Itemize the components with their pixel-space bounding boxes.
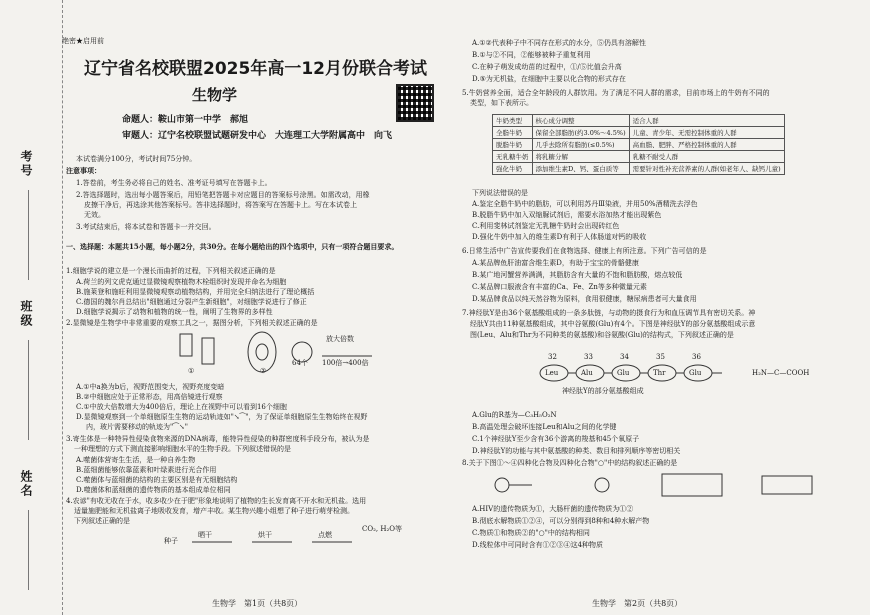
- table-cell: 几乎去除所有脂肪(≤0.5%): [532, 139, 629, 151]
- note-item: 皮擦干净后，再选涂其他答案标号。答非选择题时，将答案写在答题卡上。写在本试卷上: [84, 201, 357, 209]
- position-number: 36: [692, 353, 701, 361]
- option-line: B.彻底水解物质①②④，可以分别得到8种和4种水解产物: [472, 517, 650, 525]
- amino-acid-label: Leu: [545, 369, 559, 377]
- option-line: D.显微镜观察到一个单细胞原生生物的运动轨迹如"↘⁀"，为了保证单细胞原生生物始终在视野: [76, 413, 368, 421]
- option-line: A.噬菌体营寄生生活，是一种自养生物: [76, 456, 196, 464]
- option-line: D.强化牛奶中加入的维生素D有利于人体肠道对钙的吸收: [472, 233, 647, 241]
- option-line: A.HIV的遗传物质为①，大肠杆菌的遗传物质为①②: [472, 505, 634, 513]
- secret-mark: 绝密★启用前: [62, 37, 104, 45]
- option-line: B.某广地河蟹营养满满，其脂肪含有大量的不饱和脂肪酸，熔点较低: [472, 271, 683, 279]
- figure-label: 100倍→400倍: [322, 359, 369, 367]
- option-line: B.②中细胞应处于正常形态，用高倍镜进行观察: [76, 393, 223, 401]
- note-item: 1.答卷前，考生务必将自己的姓名、准考证号填写在答题卡上。: [76, 179, 272, 187]
- table-cell: 全脂牛奶: [493, 127, 533, 139]
- option-line: A.Glu的R基为—C₃H₅O₂N: [472, 411, 557, 419]
- question-line: 适量施肥能和无机盐离子地吸收发育，增产丰收。某生物兴趣小组想了种子进行萌芽检测。: [74, 507, 354, 515]
- cell-nucleus: [256, 344, 268, 360]
- question-line: 4.农谚"有收无收在于水，收多收少在于肥"形象地说明了植物的生长发育离不开水和无机盐。选用: [66, 497, 367, 505]
- position-number: 32: [548, 353, 557, 361]
- option-line: C.在种子萌发成幼苗的过程中，①/⑤比值会升高: [472, 63, 622, 71]
- exam-title: 辽宁省名校联盟2025年高一12月份联合考试: [84, 59, 427, 79]
- peptide-chain-figure: [532, 348, 732, 388]
- figure-label: 放大倍数: [326, 335, 354, 343]
- subject-title: 生物学: [192, 86, 238, 104]
- question-line: 一种理想的方式下测直接影响细胞水平的生物手段。下列叙述错误的是: [74, 445, 291, 453]
- exam-info: 本试卷满分100分，考试时间75分钟。: [76, 155, 197, 163]
- glu-formula: H₂N—C—COOH: [752, 369, 810, 377]
- figure-label: CO₂, H₂O等: [362, 525, 403, 533]
- table-row: [493, 127, 785, 139]
- note-item: 2.答选择题时，选出每小题答案后，用铅笔把答题卡对应题目的答案标号涂黑。如需改动，用橡: [76, 191, 370, 199]
- question-line: 下列说法错误的是: [472, 189, 528, 197]
- table-cell: 高血脂、肥胖、严格控制体重的人群: [629, 139, 784, 151]
- name-line: [28, 510, 29, 590]
- table-header: 核心成分调整: [532, 115, 629, 127]
- question-line: 7.神经肽Y是由36个氨基酸组成的一条多肽链，与动物的摄食行为和血压调节具有密切关系。神: [462, 309, 756, 317]
- amino-acid-label: Thr: [653, 369, 666, 377]
- objective-b: [202, 338, 214, 364]
- class-line: [28, 340, 29, 440]
- figure-label: 烘干: [258, 531, 272, 539]
- option-line: D.噬菌体和蓝细菌的遗传物质的基本组成单位相同: [76, 486, 231, 494]
- option-line: B.高温处理会破坏连接Leu和Alu之间的化学键: [472, 423, 617, 431]
- option-line: A.荷兰的列文虎克通过显微镜观察植物木栓组织时发现并命名为细胞: [76, 278, 287, 286]
- compound-1: [495, 478, 509, 492]
- table-cell: 需要针对性补充营养素的人群(如老年人、缺钙儿童): [629, 163, 784, 175]
- position-number: 33: [584, 353, 593, 361]
- figure-caption: 神经肽Y的部分氨基酸组成: [562, 387, 644, 395]
- objective-a: [180, 334, 192, 356]
- name-label: 姓名: [19, 470, 33, 498]
- position-number: 35: [656, 353, 665, 361]
- table-cell: 儿童、青少年、无需控制体重的人群: [629, 127, 784, 139]
- question-line: 图(Leu、Alu和Thr为不同种类的氨基酸)和谷氨酸(Glu)的结构式，下列叙述正确的是: [470, 331, 734, 339]
- option-line: D.细胞学说揭示了动物和植物的统一性，阐明了生物界的多样性: [76, 308, 273, 316]
- table-cell: 无乳糖牛奶: [493, 151, 533, 163]
- option-line: A.某品牌鱼肝油富含维生素D，有助于宝宝的骨骼健康: [472, 259, 639, 267]
- amino-acid-label: Alu: [581, 369, 593, 377]
- microscope-figure: [172, 330, 392, 378]
- question-line: 3.寄生体是一种特异性侵染食物来源的DNA病毒，能特异性侵染的种群密度科手段分布，被认为是: [66, 435, 370, 443]
- page-1: [62, 0, 442, 615]
- option-line: 内，玻片需要移动的轨迹为"⁀↘": [86, 423, 188, 431]
- option-line: A.①②代表种子中不同存在形式的水分，⑤仍具有溶解性: [472, 39, 646, 47]
- milk-table: [492, 114, 785, 175]
- section-heading: 一、选择题：本题共15小题，每小题2分，共30分。在每小题给出的四个选项中，只有一项符合题目要求。: [66, 242, 399, 251]
- qr-code: [396, 84, 434, 122]
- position-number: 34: [620, 353, 629, 361]
- option-line: B.施莱登和施旺利用显微镜观察动植物结构，并用完全归纳法进行了理论概括: [76, 288, 315, 296]
- exam-number-label: 考号: [19, 150, 33, 178]
- figure-label: 64个: [292, 359, 308, 367]
- table-row: [493, 151, 785, 163]
- question-line: 类型，如下表所示。: [470, 99, 533, 107]
- question-line: 5.牛奶营养全面，适合全年龄段的人群饮用。为了满足不同人群的需求，目前市场上的牛奶有不同的: [462, 89, 770, 97]
- reviewer-line: 审题人：辽宁名校联盟试题研发中心 大连理工大学附属高中 向飞: [122, 131, 393, 141]
- table-cell: 添加维生素D、钙、蛋白质等: [532, 163, 629, 175]
- option-line: C.噬菌体与蓝细菌的结构的主要区别是有无细胞结构: [76, 476, 238, 484]
- binding-margin: [0, 0, 63, 615]
- option-line: C.德国的魏尔肖总结出"细胞通过分裂产生新细胞"，对细胞学说进行了修正: [76, 298, 307, 306]
- author-line: 命题人：鞍山市第一中学 郝旭: [122, 115, 249, 125]
- amino-acid-label: Glu: [617, 369, 630, 377]
- question-line: 1.细胞学说的建立是一个漫长而曲折的过程，下列相关叙述正确的是: [66, 267, 276, 275]
- page-2: [452, 0, 862, 615]
- table-header-row: [493, 115, 785, 127]
- question-line: 经肽Y共由11种氨基酸组成，其中谷氨酸(Glu)有4个。下图是神经肽Y的部分氨基酸组成示意: [470, 320, 756, 328]
- option-line: D.线粒体中可同时含有①②③④这4种物质: [472, 541, 604, 549]
- option-line: B.脱脂牛奶中加入双缩脲试剂后，需要水浴加热才能出现紫色: [472, 211, 662, 219]
- question-line: 2.显微镜是生物学中非常重要的观察工具之一，据图分析，下列相关叙述正确的是: [66, 319, 318, 327]
- compound-2: [595, 478, 609, 492]
- option-line: D.神经肽Y的功能与其中氨基酸的种类、数目和排列顺序等密切相关: [472, 447, 681, 455]
- table-cell: 脱脂牛奶: [493, 139, 533, 151]
- class-label: 班级: [19, 300, 33, 328]
- option-line: D.⑤为无机盐，在细胞中主要以化合物的形式存在: [472, 75, 626, 83]
- page-footer: 生物学 第2页（共8页）: [592, 599, 683, 608]
- option-line: C.物质①和物质②的"○"中的结构相同: [472, 529, 590, 537]
- note-item: 3.考试结束后，将本试卷和答题卡一并交回。: [76, 223, 216, 231]
- figure-label: ②: [260, 367, 267, 375]
- option-line: B.蓝细菌能够依靠蓝素和叶绿素进行光合作用: [76, 466, 217, 474]
- figure-label: 晒干: [198, 531, 212, 539]
- page-footer: 生物学 第1页（共8页）: [212, 599, 303, 608]
- question-line: 8.关于下图①～④四种化合物及四种化合物"○"中的结构叙述正确的是: [462, 459, 678, 467]
- table-header: 牛奶类型: [493, 115, 533, 127]
- question-line: 下列叙述正确的是: [74, 517, 130, 525]
- option-line: C.某品牌口服液含有丰富的Ca、Fe、Zn等多种微量元素: [472, 283, 647, 291]
- exam-number-line: [28, 190, 29, 280]
- figure-label: 点燃: [318, 531, 332, 539]
- table-row: [493, 163, 785, 175]
- option-line: A.①中a换为b后，视野范围变大，视野亮度变暗: [76, 383, 225, 391]
- table-cell: 保留全部脂肪(约3.0%～4.5%): [532, 127, 629, 139]
- figure-label: ①: [188, 367, 195, 375]
- table-row: [493, 139, 785, 151]
- note-item: 无效。: [84, 211, 105, 219]
- question-line: 6.日常生活中广告宣传要我们在食物选择、健康上有所注意。下列广告可信的是: [462, 247, 707, 255]
- option-line: C.①中放大倍数增大为400倍后，理论上在视野中可以看到16个细胞: [76, 403, 287, 411]
- option-line: C.利用斐林试剂鉴定无乳糖牛奶时会出现砖红色: [472, 222, 620, 230]
- option-line: B.①与②不同，②能够被种子重复利用: [472, 51, 591, 59]
- option-line: C.1个神经肽Y至少含有36个游离的羧基和45个氧原子: [472, 435, 640, 443]
- compounds-figure: [482, 470, 822, 500]
- option-line: D.某品牌食品以纯天然谷物为原料，食用很健康，糖尿病患者可大量食用: [472, 295, 697, 303]
- compound-4: [762, 476, 812, 494]
- table-cell: 将乳糖分解: [532, 151, 629, 163]
- compound-3: [662, 474, 722, 496]
- table-header: 适合人群: [629, 115, 784, 127]
- option-line: A.鉴定全脂牛奶中的脂肪，可以利用苏丹Ⅲ染液，并用50%酒精洗去浮色: [472, 200, 698, 208]
- notes-heading: 注意事项：: [66, 166, 101, 175]
- table-cell: 强化牛奶: [493, 163, 533, 175]
- table-cell: 乳糖不耐受人群: [629, 151, 784, 163]
- figure-label: 种子: [164, 537, 178, 545]
- amino-acid-label: Glu: [689, 369, 702, 377]
